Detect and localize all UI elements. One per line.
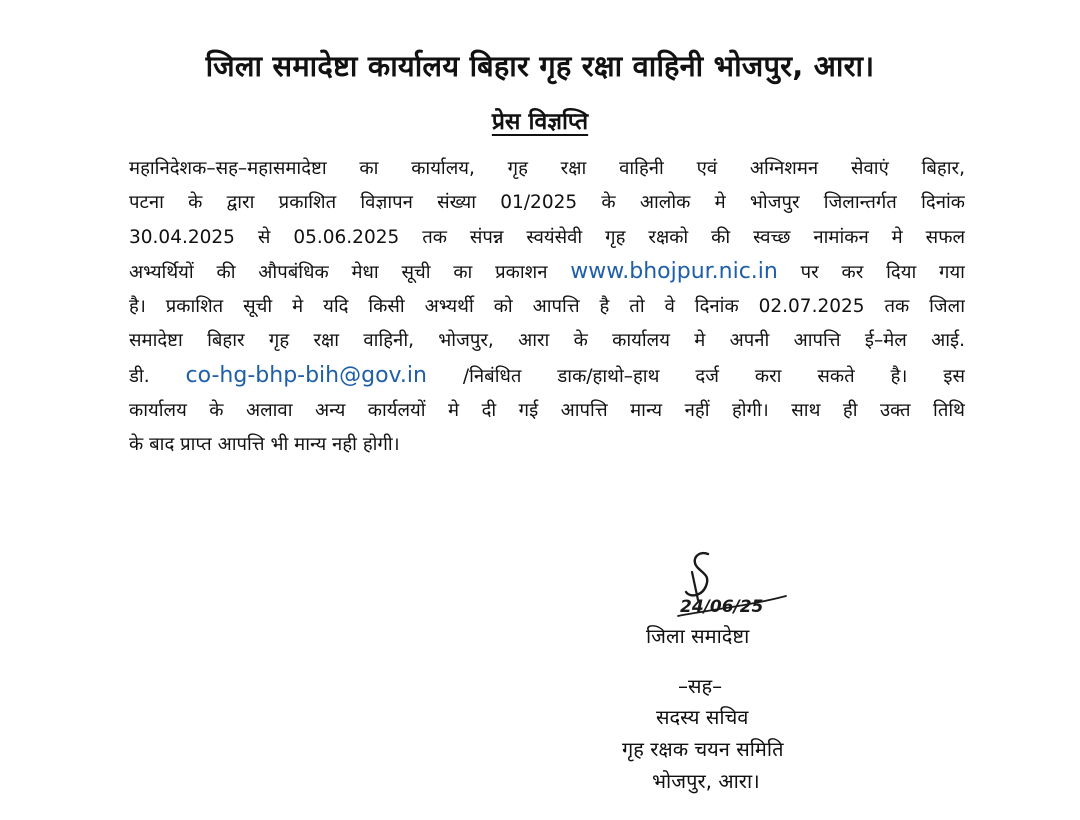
body-line-7 xyxy=(129,359,965,394)
press-release-heading xyxy=(0,104,1080,136)
email-link[interactable]: co-hg-bhp-bih@gov.in xyxy=(185,362,427,388)
press-release-heading-text: प्रेस विज्ञप्ति xyxy=(491,109,589,135)
body-line-8: कार्यालय के अलावा अन्य कार्यलयों मे दी गई आपत्ति मान्य नहीं होगी। साथ ही उक्त तिथि xyxy=(129,400,965,422)
body-line-4 xyxy=(129,255,965,290)
body-line-3: 30.04.2025 से 05.06.2025 तक संपन्न स्वयंसेवी गृह रक्षको की स्वच्छ नामांकन मे सफल xyxy=(129,226,965,248)
selection-committee: गृह रक्षक चयन समिति xyxy=(622,737,784,761)
signatory-place: भोजपुर, आरा। xyxy=(652,769,760,793)
body-line-6: समादेष्टा बिहार गृह रक्षा वाहिनी, भोजपुर, आरा के कार्यालय मे अपनी आपत्ति ई–मेल आई. xyxy=(129,330,965,352)
body-line-7-end: /निबंधित डाक/हाथो–हाथ दर्ज करा सकते है। इस xyxy=(462,365,965,387)
website-link[interactable]: www.bhojpur.nic.in xyxy=(570,258,778,284)
signatory-designation: जिला समादेष्टा xyxy=(646,624,750,648)
body-line-4-end: पर कर दिया गया xyxy=(800,261,965,283)
member-secretary: सदस्य सचिव xyxy=(656,705,749,729)
notice-body xyxy=(129,152,965,463)
body-line-1: महानिदेशक–सह–महासमादेष्टा का कार्यालय, गृह रक्षा वाहिनी एवं अग्निशमन सेवाएं बिहार, xyxy=(129,158,965,179)
body-line-2: पटना के द्वारा प्रकाशित विज्ञापन संख्या 01/2025 के आलोक मे भोजपुर जिलान्तर्गत दिनांक xyxy=(129,192,965,214)
body-line-9: के बाद प्राप्त आपत्ति भी मान्य नही होगी। xyxy=(129,434,400,456)
office-title: जिला समादेष्टा कार्यालय बिहार गृह रक्षा वाहिनी भोजपुर, आरा। xyxy=(205,49,875,83)
signature-date: 24/06/25 xyxy=(680,597,764,617)
saha-label: –सह– xyxy=(678,674,723,698)
handwritten-signature xyxy=(668,546,798,618)
body-line-7-start: डी. xyxy=(129,365,150,387)
body-line-5: है। प्रकाशित सूची मे यदि किसी अभ्यर्थी को आपत्ति है तो वे दिनांक 02.07.2025 तक जिला xyxy=(129,296,965,318)
body-line-4-start: अभ्यर्थियों की औपबंधिक मेधा सूची का प्रकाशन xyxy=(129,261,548,283)
